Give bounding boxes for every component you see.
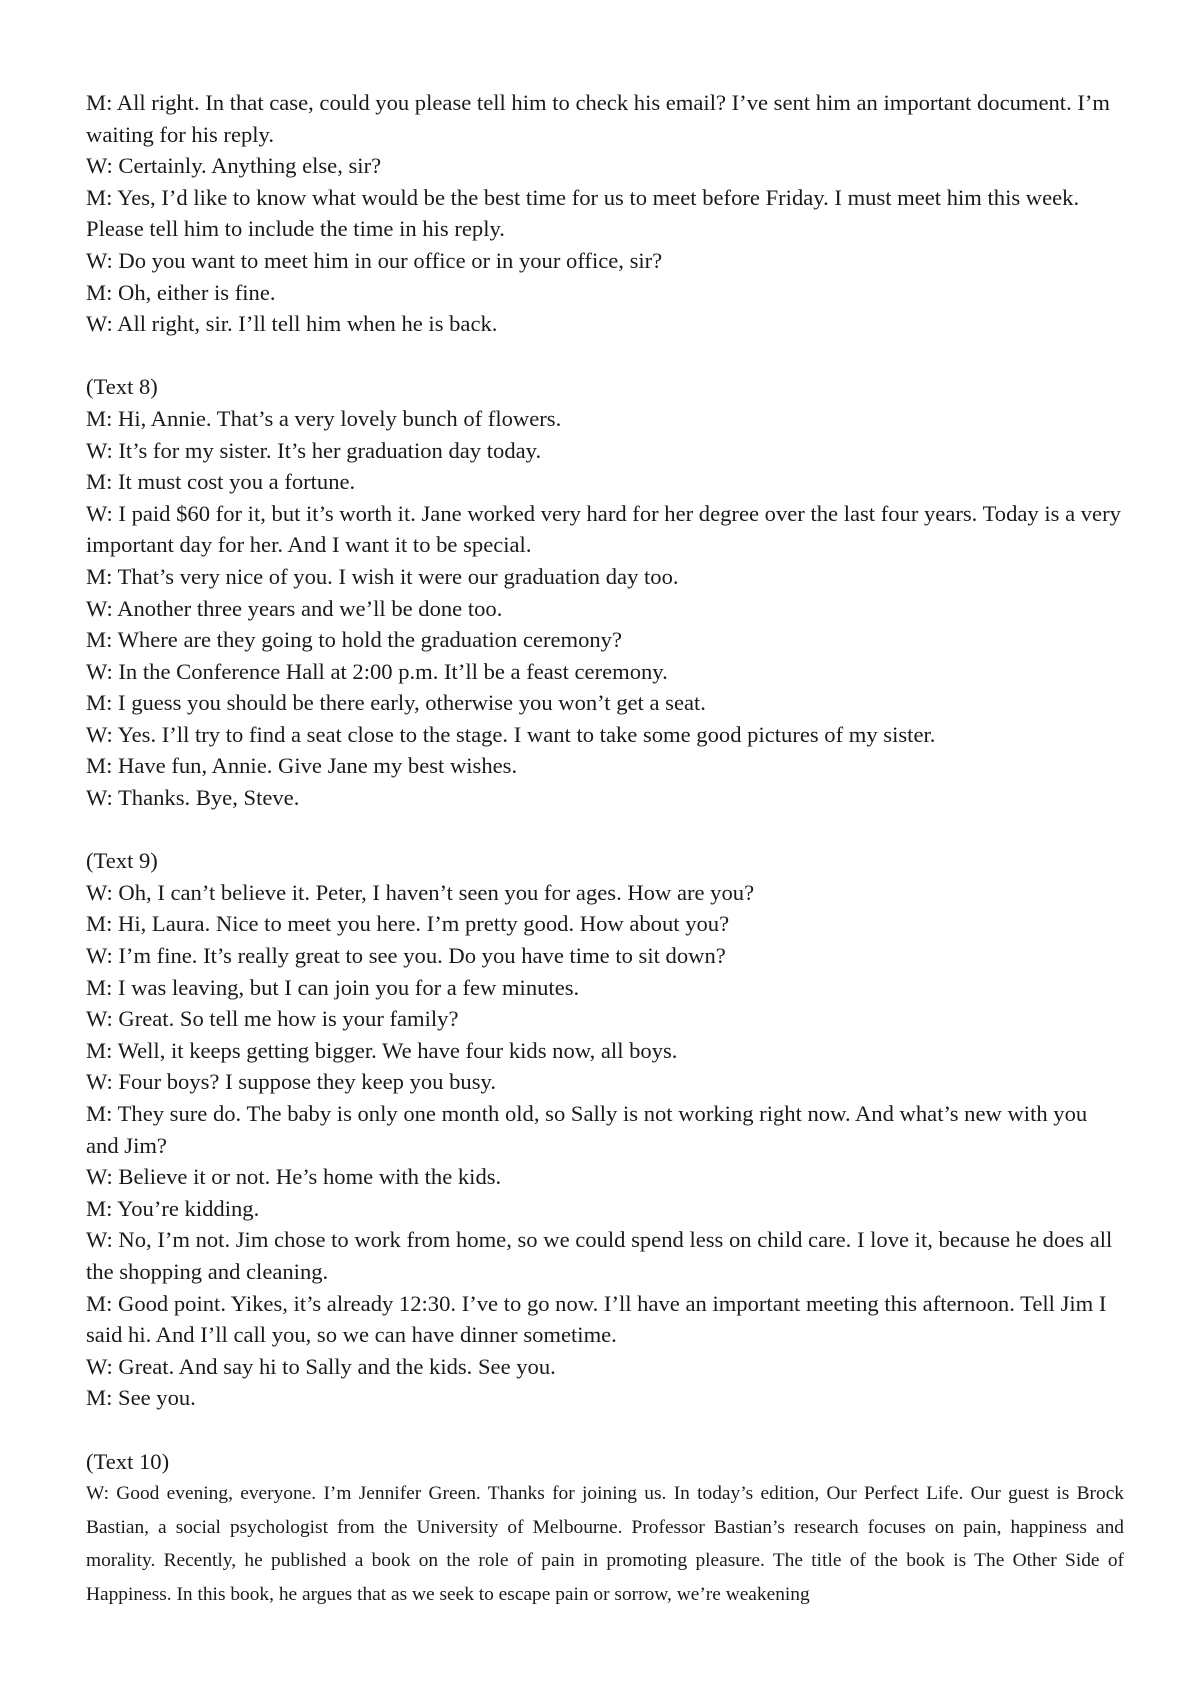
dialogue-section-text-8 — [86, 371, 1124, 813]
dialogue-line: M: They sure do. The baby is only one month old, so Sally is not working right now. And what’s new with you and Jim? — [86, 1101, 1088, 1158]
dialogue-line: M: Well, it keeps getting bigger. We have four kids now, all boys. — [86, 1037, 678, 1063]
section-heading: (Text 10) — [86, 1448, 170, 1474]
dialogue-line: W: Believe it or not. He’s home with the kids. — [86, 1164, 502, 1190]
dialogue-line: W: No, I’m not. Jim chose to work from home, so we could spend less on child care. I love it, because he does all the shopping and cleaning. — [86, 1227, 1113, 1284]
dialogue-line: M: All right. In that case, could you please tell him to check his email? I’ve sent him an important document. I’m waiting for his reply. — [86, 90, 1110, 147]
dialogue-line: W: All right, sir. I’ll tell him when he is back. — [86, 311, 498, 337]
dialogue-line: M: Hi, Annie. That’s a very lovely bunch of flowers. — [86, 405, 562, 431]
dialogue-line: M: I was leaving, but I can join you for a few minutes. — [86, 974, 580, 1000]
dialogue-section-text-9 — [86, 845, 1124, 1414]
dialogue-line: M: I guess you should be there early, otherwise you won’t get a seat. — [86, 690, 706, 716]
monologue-section-text-10 — [86, 1446, 1124, 1612]
dialogue-line: M: That’s very nice of you. I wish it were our graduation day too. — [86, 563, 679, 589]
dialogue-line: W: Thanks. Bye, Steve. — [86, 785, 300, 811]
dialogue-line: W: I paid $60 for it, but it’s worth it. Jane worked very hard for her degree over the last four years. Today is a very important day for her. And I want it to be special. — [86, 500, 1121, 558]
dialogue-line: M: Yes, I’d like to know what would be the best time for us to meet before Friday. I must meet him this week. Please tell him to include the time in his reply. — [86, 184, 1080, 242]
dialogue-line: M: Where are they going to hold the graduation ceremony? — [86, 627, 623, 653]
dialogue-line: W: Four boys? I suppose they keep you busy. — [86, 1069, 496, 1095]
section-heading: (Text 9) — [86, 848, 158, 874]
dialogue-section-text-7-continued — [86, 87, 1124, 340]
dialogue-line: W: Great. And say hi to Sally and the kids. See you. — [86, 1353, 556, 1379]
dialogue-line: M: Good point. Yikes, it’s already 12:30. I’ve to go now. I’ll have an important meeting this afternoon. Tell Jim I said hi. And I’ll call you, so we can have dinner sometime. — [86, 1290, 1107, 1348]
dialogue-line: W: I’m fine. It’s really great to see you. Do you have time to sit down? — [86, 943, 726, 969]
dialogue-line: W: Another three years and we’ll be done too. — [86, 595, 503, 621]
dialogue-line: W: Yes. I’ll try to find a seat close to the stage. I want to take some good pictures of my sister. — [86, 721, 936, 747]
section-heading: (Text 8) — [86, 374, 158, 400]
document-page — [86, 87, 1124, 1611]
monologue-paragraph: W: Good evening, everyone. I’m Jennifer Green. Thanks for joining us. In today’s edition, Our Perfect Life. Our guest is Brock Bastian, a social psychologist from the University of Melbourne. Professor Bastian’s research focuses on pain, happiness and morality. Recently, he published a book on the role of pain in promoting pleasure. The title of the book is The Other Side of Happiness. In this book, he argues that as we seek to escape pain or sorrow, we’re weakening — [86, 1483, 1124, 1605]
dialogue-line: M: It must cost you a fortune. — [86, 469, 356, 495]
dialogue-line: M: Hi, Laura. Nice to meet you here. I’m pretty good. How about you? — [86, 911, 730, 937]
dialogue-line: W: Great. So tell me how is your family? — [86, 1006, 459, 1032]
dialogue-line: W: Certainly. Anything else, sir? — [86, 153, 382, 179]
dialogue-line: M: Oh, either is fine. — [86, 279, 276, 305]
dialogue-line: W: Oh, I can’t believe it. Peter, I haven’t seen you for ages. How are you? — [86, 879, 755, 905]
dialogue-line: W: Do you want to meet him in our office or in your office, sir? — [86, 247, 663, 273]
dialogue-line: M: See you. — [86, 1385, 196, 1411]
dialogue-line: M: Have fun, Annie. Give Jane my best wishes. — [86, 753, 518, 779]
dialogue-line: W: It’s for my sister. It’s her graduation day today. — [86, 437, 542, 463]
dialogue-line: M: You’re kidding. — [86, 1195, 260, 1221]
dialogue-line: W: In the Conference Hall at 2:00 p.m. It’ll be a feast ceremony. — [86, 658, 668, 684]
